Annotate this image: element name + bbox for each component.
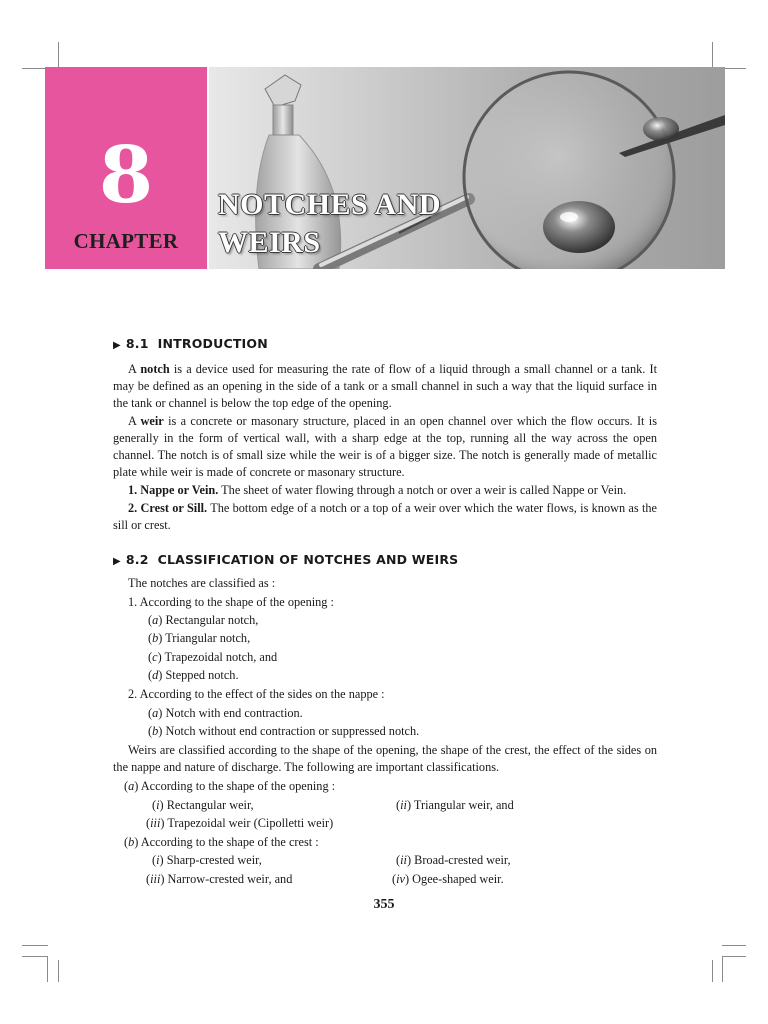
item-marker: i [156, 853, 160, 867]
item-text: Ogee-shaped weir. [409, 872, 504, 886]
item-marker: b [152, 724, 159, 738]
crop-mark [22, 945, 48, 946]
item-marker: b [128, 835, 135, 849]
item-text: Triangular weir, and [411, 798, 514, 812]
triangle-bullet-icon: ▶ [113, 556, 121, 567]
item-text: Rectangular weir, [163, 798, 254, 812]
page-number: 355 [373, 897, 395, 912]
list-item: (d) Stepped notch. [148, 668, 239, 682]
text: is a concrete or masonary structure, placed in an open channel over which the flow occurs. It is generally in the form of vertical wall, with a sharp edge at the top, running all the way across the open channel. The notch is of small size while the weir is of a bigger size. The notch is generally made of metallic plate while weir is made of concrete or masonary structure. [113, 414, 657, 479]
paragraph-weirs-classification: Weirs are classified according to the shape of the opening, the shape of the crest, the effect of the sides on the nappe and nature of discharge. The following are important classifications. [113, 743, 657, 774]
chapter-title [218, 186, 441, 262]
item-text: Rectangular notch, [162, 613, 259, 627]
text: A [128, 362, 141, 376]
list-item: (b) Triangular notch, [148, 631, 251, 645]
crop-mark [47, 956, 48, 982]
list-item: (ii) Triangular weir, and [396, 798, 514, 812]
item-marker: a [152, 613, 159, 627]
item-text: Stepped notch. [162, 668, 239, 682]
chapter-label: CHAPTER [73, 229, 179, 253]
text: The bottom edge of a notch or a top of a weir over which the water flows, is known as the sill or crest. [113, 501, 657, 532]
item-marker: ii [400, 798, 407, 812]
item-marker: a [128, 779, 135, 793]
item-text: According to the shape of the crest : [138, 835, 319, 849]
term-nappe: 1. Nappe or Vein. [128, 483, 219, 497]
item-marker: d [152, 668, 159, 682]
chapter-title-line2: WEIRS [218, 226, 321, 259]
crop-mark [22, 956, 48, 957]
item-text: Sharp-crested weir, [163, 853, 262, 867]
crop-mark [722, 956, 746, 957]
term-weir: weir [140, 414, 164, 428]
section-number: 8.2 [125, 552, 149, 567]
crop-mark [722, 945, 746, 946]
term-crest: 2. Crest or Sill. [128, 501, 208, 515]
item-text: Trapezoidal weir (Cipolletti weir) [164, 816, 334, 830]
text: is a device used for measuring the rate of flow of a liquid through a small channel or a tank. It may be defined as an opening in the side of a tank or a small channel in such a way that the liquid surface in the tank or channel is below the top edge of the opening. [113, 362, 657, 410]
item-text: Broad-crested weir, [411, 853, 511, 867]
item-marker: a [152, 706, 159, 720]
paragraph-notch-definition [113, 361, 657, 412]
section-heading-introduction [113, 336, 268, 351]
notches-intro: The notches are classified as : [128, 576, 276, 590]
weir-group-crest: (b) According to the shape of the crest : [124, 835, 319, 849]
list-item: (iii) Trapezoidal weir (Cipolletti weir) [146, 816, 334, 830]
item-text: According to the shape of the opening : [138, 779, 336, 793]
term-notch: notch [140, 362, 170, 376]
list-item: (a) Rectangular notch, [148, 613, 259, 627]
item-marker: c [152, 650, 158, 664]
text: The sheet of water flowing through a notch or over a weir is called Nappe or Vein. [218, 483, 627, 497]
section-heading-classification [113, 552, 458, 567]
item-marker: iii [150, 872, 161, 886]
list-item: (iv) Ogee-shaped weir. [392, 872, 504, 886]
section-number: 8.1 [125, 336, 149, 351]
definition-nappe [113, 482, 657, 499]
chapter-title-line1: NOTCHES AND [218, 188, 442, 221]
crop-mark [712, 960, 713, 982]
item-marker: iii [150, 816, 161, 830]
chapter-number: 8 [98, 130, 154, 221]
chapter-badge [45, 67, 207, 269]
section-title: CLASSIFICATION OF NOTCHES AND WEIRS [157, 552, 459, 567]
item-marker: iv [396, 872, 405, 886]
crop-mark [58, 960, 59, 982]
section-title: INTRODUCTION [157, 336, 268, 351]
list-item: (a) Notch with end contraction. [148, 706, 303, 720]
list-heading-sides: 2. According to the effect of the sides on the nappe : [128, 687, 385, 701]
list-item: (i) Sharp-crested weir, [152, 853, 262, 867]
item-marker: i [156, 798, 160, 812]
crop-mark [722, 956, 723, 982]
item-text: Trapezoidal notch, and [161, 650, 278, 664]
item-text: Triangular notch, [162, 631, 251, 645]
paragraph-weir-definition [113, 413, 657, 481]
list-item: (i) Rectangular weir, [152, 798, 254, 812]
item-text: Narrow-crested weir, and [164, 872, 293, 886]
item-text: Notch without end contraction or suppressed notch. [162, 724, 420, 738]
list-item: (b) Notch without end contraction or suppressed notch. [148, 724, 420, 738]
weir-group-opening: (a) According to the shape of the opening : [124, 779, 336, 793]
triangle-bullet-icon: ▶ [113, 340, 121, 351]
crop-mark [724, 68, 746, 69]
text: A [128, 414, 141, 428]
list-item: (iii) Narrow-crested weir, and [146, 872, 293, 886]
list-item: (c) Trapezoidal notch, and [148, 650, 278, 664]
item-marker: b [152, 631, 159, 645]
definition-crest [113, 500, 657, 534]
item-text: Notch with end contraction. [162, 706, 303, 720]
list-heading-shape: 1. According to the shape of the opening : [128, 595, 334, 609]
list-item: (ii) Broad-crested weir, [396, 853, 511, 867]
item-marker: ii [400, 853, 407, 867]
